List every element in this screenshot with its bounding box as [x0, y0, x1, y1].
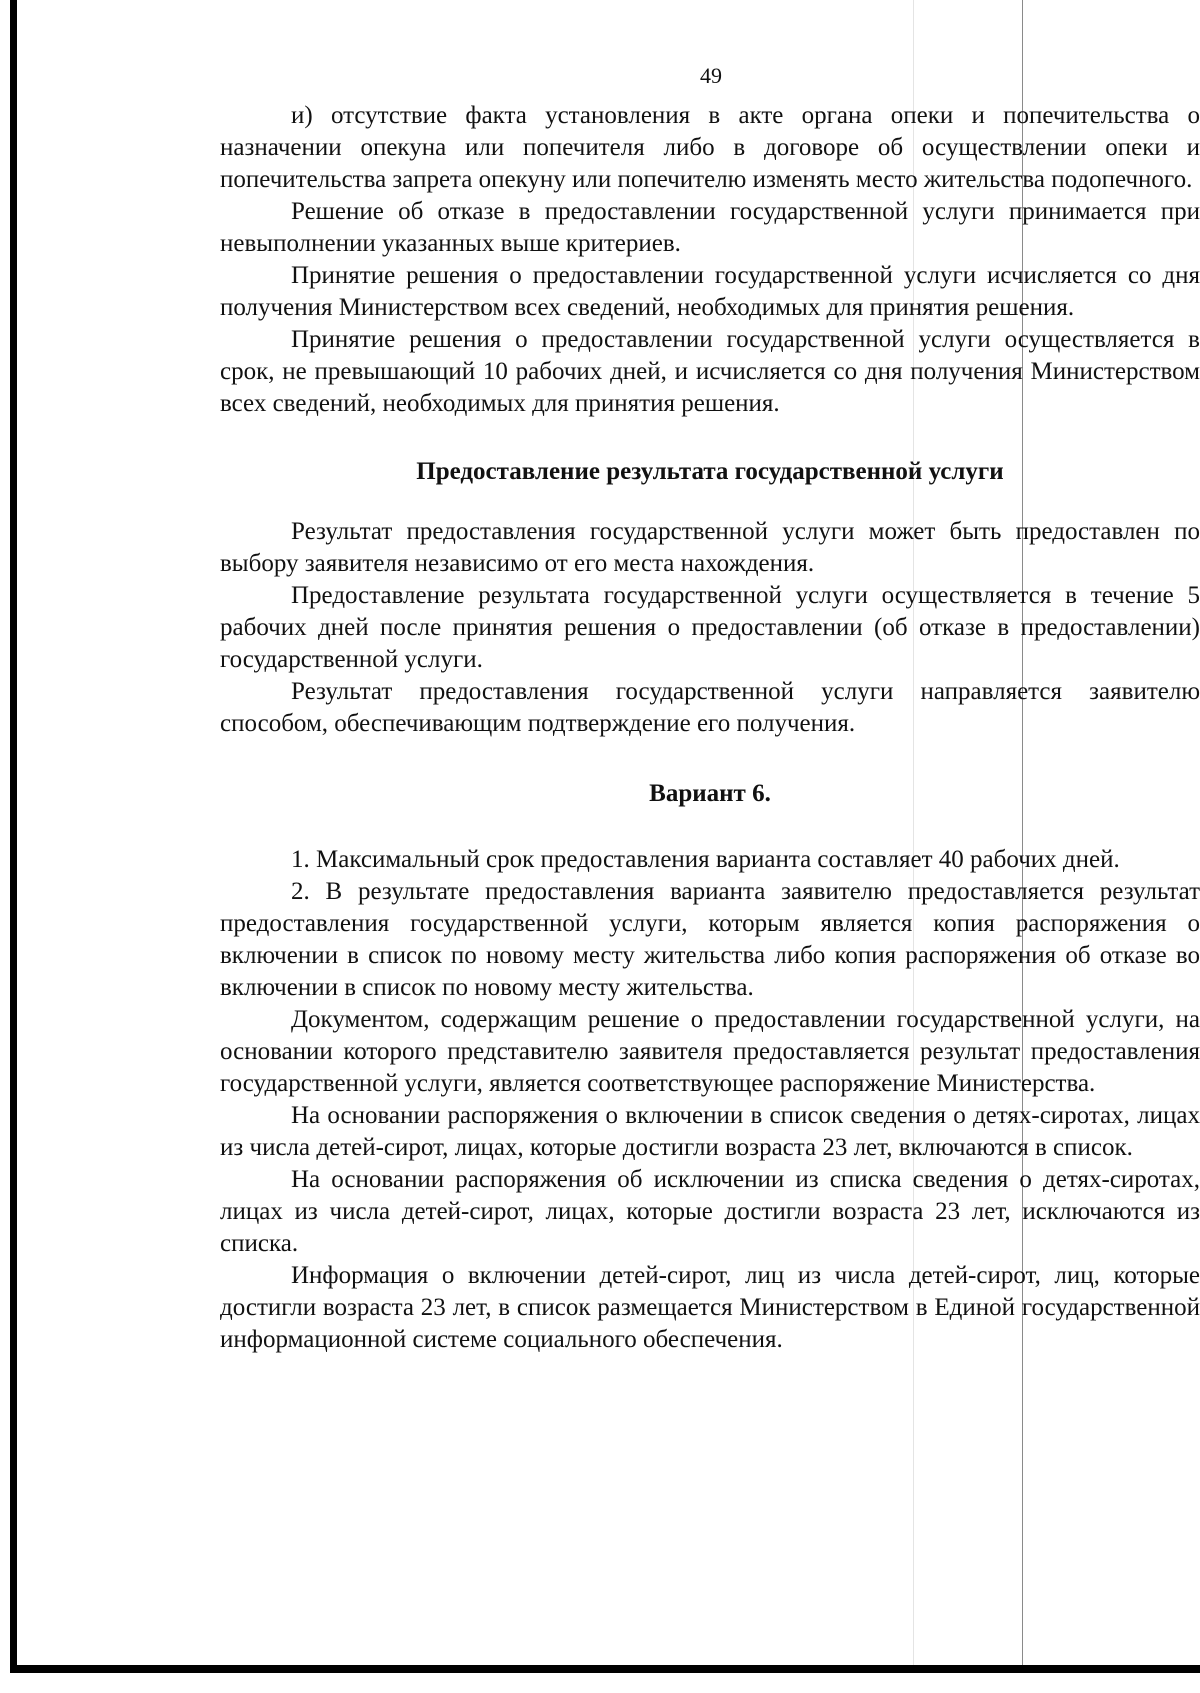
paragraph-result-delivery: Результат предоставления государственной услуги направляется заявителю способом, обеспечивающим подтверждение его получения.	[220, 678, 1200, 737]
page-number: 49	[700, 63, 722, 88]
paragraph-refusal-decision: Решение об отказе в предоставлении государственной услуги принимается при невыполнении указанных выше критериев.	[220, 198, 1200, 257]
paragraph-decision-term: Принятие решения о предоставлении государственной услуги осуществляется в срок, не превышающий 10 рабочих дней, и исчисляется со дня получения Министерством всех сведений, необходимых для принятия решения.	[220, 326, 1200, 417]
scan-left-edge	[10, 0, 17, 1673]
paragraph-max-term: 1. Максимальный срок предоставления варианта составляет 40 рабочих дней.	[291, 846, 1120, 873]
section-heading-result: Предоставление результата государственной услуги	[416, 458, 1004, 485]
paragraph-decision-counting: Принятие решения о предоставлении государственной услуги исчисляется со дня получения Министерством всех сведений, необходимых для принятия решения.	[220, 262, 1200, 321]
section-heading-variant-6: Вариант 6.	[649, 780, 771, 807]
paragraph-inclusion: На основании распоряжения о включении в список сведения о детях-сиротах, лицах из числа детей-сирот, лицах, которые достигли возраста 23 лет, включаются в список.	[220, 1102, 1200, 1161]
paragraph-criteria-item-i: и) отсутствие факта установления в акте органа опеки и попечительства о назначении опекуна или попечителя либо в договоре об осуществлении опеки и попечительства запрета опекуну или попечителю изменять место жительства подопечного.	[220, 102, 1200, 193]
paragraph-result-term: Предоставление результата государственной услуги осуществляется в течение 5 рабочих дней после принятия решения о предоставлении (об отказе в предоставлении) государственной услуги.	[220, 582, 1200, 673]
paragraph-decision-document: Документом, содержащим решение о предоставлении государственной услуги, на основании которого представителю заявителя предоставляется результат предоставления государственной услуги, является соответствующее распоряжение Министерства.	[220, 1006, 1200, 1097]
document-body	[220, 100, 1200, 1356]
scan-bottom-edge	[10, 1665, 1200, 1673]
paragraph-publication: Информация о включении детей-сирот, лиц из числа детей-сирот, лиц, которые достигли возраста 23 лет, в список размещается Министерством в Единой государственной информационной системе социального обеспечения.	[220, 1262, 1200, 1353]
paragraph-variant-result: 2. В результате предоставления варианта заявителю предоставляется результат предоставления государственной услуги, которым является копия распоряжения о включении в список по новому месту жительства либо копия распоряжения об отказе во включении в список по новому месту жительства.	[220, 878, 1200, 1001]
paragraph-result-choice: Результат предоставления государственной услуги может быть предоставлен по выбору заявителя независимо от его места нахождения.	[220, 518, 1200, 577]
paragraph-exclusion: На основании распоряжения об исключении из списка сведения о детях-сиротах, лицах из числа детей-сирот, лицах, которые достигли возраста 23 лет, исключаются из списка.	[220, 1166, 1200, 1257]
